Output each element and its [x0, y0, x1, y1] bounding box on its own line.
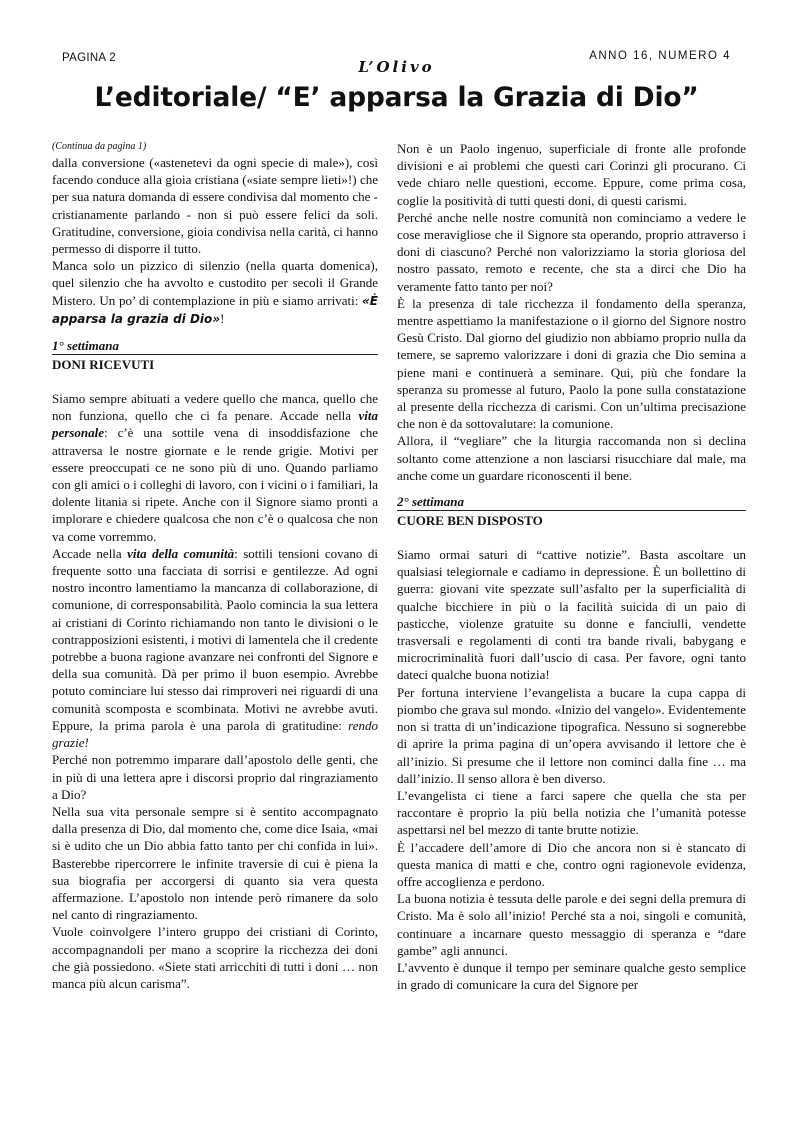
- emphasis: vita personale: [52, 408, 378, 441]
- paragraph: Vuole coinvolgere l’intero gruppo dei cristiani di Corinto, accompagnandoli per mano a scoprire la ricchezza dei doni che già possiedono. «Siete stati arricchiti di tutti i doni … non manca più alcun carisma”.: [52, 924, 378, 991]
- paragraph: La buona notizia è tessuta delle parole e dei segni della premura di Cristo. Ma è solo all’inizio! Perché sta a noi, singoli e comunità, continuare a incarnare questo messaggio di speranza e “dare gambe” agli annunci.: [397, 891, 746, 958]
- right-column: [397, 140, 746, 993]
- paragraph: Perché anche nelle nostre comunità non cominciamo a vedere le cose meravigliose che il Signore sta operando, proprio attraverso i doni di ciascuno? Perché non valorizziamo la storia gloriosa del nostro passato, remoto e recente, che sta a dirci che Dio ha veramente fatto tanto per noi?: [397, 209, 746, 294]
- paragraph: Perché non potremmo imparare dall’apostolo delle genti, che in più di una lettera apre i discorsi proprio dal ringraziamento a Dio?: [52, 752, 378, 802]
- text: !: [220, 310, 225, 326]
- article-title: L’editoriale/ “E’ apparsa la Grazia di Dio”: [94, 82, 699, 113]
- page-number-label: PAGINA 2: [62, 52, 116, 64]
- emphasis: rendo grazie!: [52, 717, 378, 751]
- paragraph: È la presenza di tale ricchezza il fondamento della speranza, mentre aspettiamo la manifestazione o il giorno del Signore nostro Gesù Cristo. Dal giorno del giudizio non abbiamo proprio nulla da temere, se sapremo valorizzare i doni di grazia che Dio semina a piene mani e continuerà a seminare. Qui, più che fondare la speranza su promesse al futuro, Paolo la pone sulla constatazione al presente della ricchezza di carismi. Con un’ultima precisazione che non è da sottovalutare: la comunione.: [397, 295, 746, 432]
- section-label: 1° settimana: [52, 338, 119, 354]
- paragraph: Nella sua vita personale sempre si è sentito accompagnato dalla presenza di Dio, dal momento che, come dice Isaia, «mai si è udito che un Dio abbia fatto tanto per chi confida in lui». Basterebbe ripercorrere le infinite traversie di cui è piena la sua biografia per accorgersi di quanto sia vera questa affermazione. L’apostolo non intende però rimanere da solo nel canto di ringraziamento.: [52, 803, 378, 923]
- text: : sottili tensioni covano di frequente sotto una facciata di sorrisi e gentilezze. Ad ogni nostro incontro lamentiamo la mancanza di collaborazione, di comunione, di corresponsabilità. Paolo comincia la sua lettera ai cristiani di Corinto richiamando non tanto le divisioni o le contrapposizioni esistenti, i motivi di lamentela che il credente potrebbe a buona ragione avanzare nei confronti del Signore e della sua comunità. Dà per primo il buon esempio. Avrebbe potuto cominciare lui stesso dai rimproveri nei riguardi di una comunità scomposta e scombinata. Motivi ne avrebbe avuti. Eppure, la prima parola è una parola di gratitudine:: [52, 545, 378, 733]
- paragraph: Per fortuna interviene l’evangelista a bucare la cupa cappa di piombo che grava sul mondo. «Inizio del vangelo». Evidentemente non si tratta di un’indicazione tipografica. Nessuno si sognerebbe di aprire la prima pagina di un’opera avvisando il lettore che è all’inizio. Si presume che il lettore non cominci dalla fine … ma dall’inizio. Il senso allora è ben diverso.: [397, 684, 746, 786]
- text: Siamo sempre abituati a vedere quello che manca, quello che non funziona, quello che ci fa penare. Accade nella: [52, 391, 378, 424]
- emphasis: vita della comunità: [127, 545, 235, 561]
- paragraph: dalla conversione («astenetevi da ogni specie di male»), così facendo conduce alla gioia cristiana («siate sempre lieti»!) che per sua natura domanda di essere condivisa dal momento che - cristianamente parlando - non si può essere felici da soli. Gratitudine, conversione, gioia condivisa nella carità, ci hanno permesso di disporre il tutto.: [52, 155, 378, 257]
- quote-highlight: «È apparsa la grazia di Dio»: [52, 293, 378, 326]
- section-label: 2° settimana: [397, 494, 464, 510]
- paragraph: Siamo ormai saturi di “cattive notizie”. Basta ascoltare un qualsiasi telegiornale e cadiamo in depressione. È un bollettino di guerra: giovani vite spezzate sull’asfalto per la superficialità di qualche bicchiere in più o la facilità suicida di un paio di pasticche, violenze gratuite su donne e fanciulli, vendette trasversali e regolamenti di conti tra bande rivali, babygang e microcriminalità fuori dall’uscio di casa. Per favore, ogni tanto dateci qualche buona notizia!: [397, 547, 746, 683]
- paragraph: Non è un Paolo ingenuo, superficiale di fronte alle profonde divisioni e ai problemi che questi cari Corinzi gli procurano. Ci vede chiaro nelle questioni, eccome. Eppure, come prima cosa, coglie la positività di tutti questi doni, di questi carismi.: [397, 141, 746, 208]
- issue-label: ANNO 16, NUMERO 4: [589, 50, 731, 62]
- section-heading: CUORE BEN DISPOSTO: [397, 510, 746, 529]
- left-column: [52, 140, 378, 992]
- text: Accade nella: [52, 545, 128, 561]
- paragraph: [52, 390, 378, 545]
- section-heading: DONI RICEVUTI: [52, 354, 378, 373]
- paragraph: [52, 545, 378, 751]
- text: : c’è una sottile vena di insoddisfazione che attraversa le nostre giornate e le rende grigie. Motivi per essere preoccupati ce ne sono più di uno. Quando parliamo con gli amici o i colleghi di lavoro, con i vicini o i familiari, la dolente litania si ripete. Anche con il Signore siamo pronti a implorare e chiedere qualcosa che non c’è o qualcosa che non va come vorremmo.: [52, 425, 378, 544]
- masthead: L’Olivo: [358, 58, 435, 76]
- paragraph: L’evangelista ci tiene a farci sapere che quella che sta per raccontare è proprio la più bella notizia che l’umanità potesse aspettarsi nel bel mezzo di tante brutte notizie.: [397, 787, 746, 838]
- paragraph: Allora, il “vegliare” che la liturgia raccomanda non si declina soltanto come attenzione a non lasciarsi risucchiare dal male, ma anche come un guardare riconoscenti il bene.: [397, 433, 746, 483]
- paragraph: È l’accadere dell’amore di Dio che ancora non si è stancato di questa manica di matti e che, contro ogni ragionevole evidenza, offre accoglienza e perdono.: [397, 839, 746, 889]
- text: Manca solo un pizzico di silenzio (nella quarta domenica), quel silenzio che ha avvolto e custodito per secoli il Grande Mistero. Un po’ di contemplazione in più e siamo arrivati:: [52, 258, 378, 308]
- continued-note: (Continua da pagina 1): [52, 141, 147, 152]
- paragraph: L’avvento è dunque il tempo per seminare qualche gesto semplice in grado di comunicare la cura del Signore per: [397, 959, 746, 993]
- paragraph: [52, 257, 378, 328]
